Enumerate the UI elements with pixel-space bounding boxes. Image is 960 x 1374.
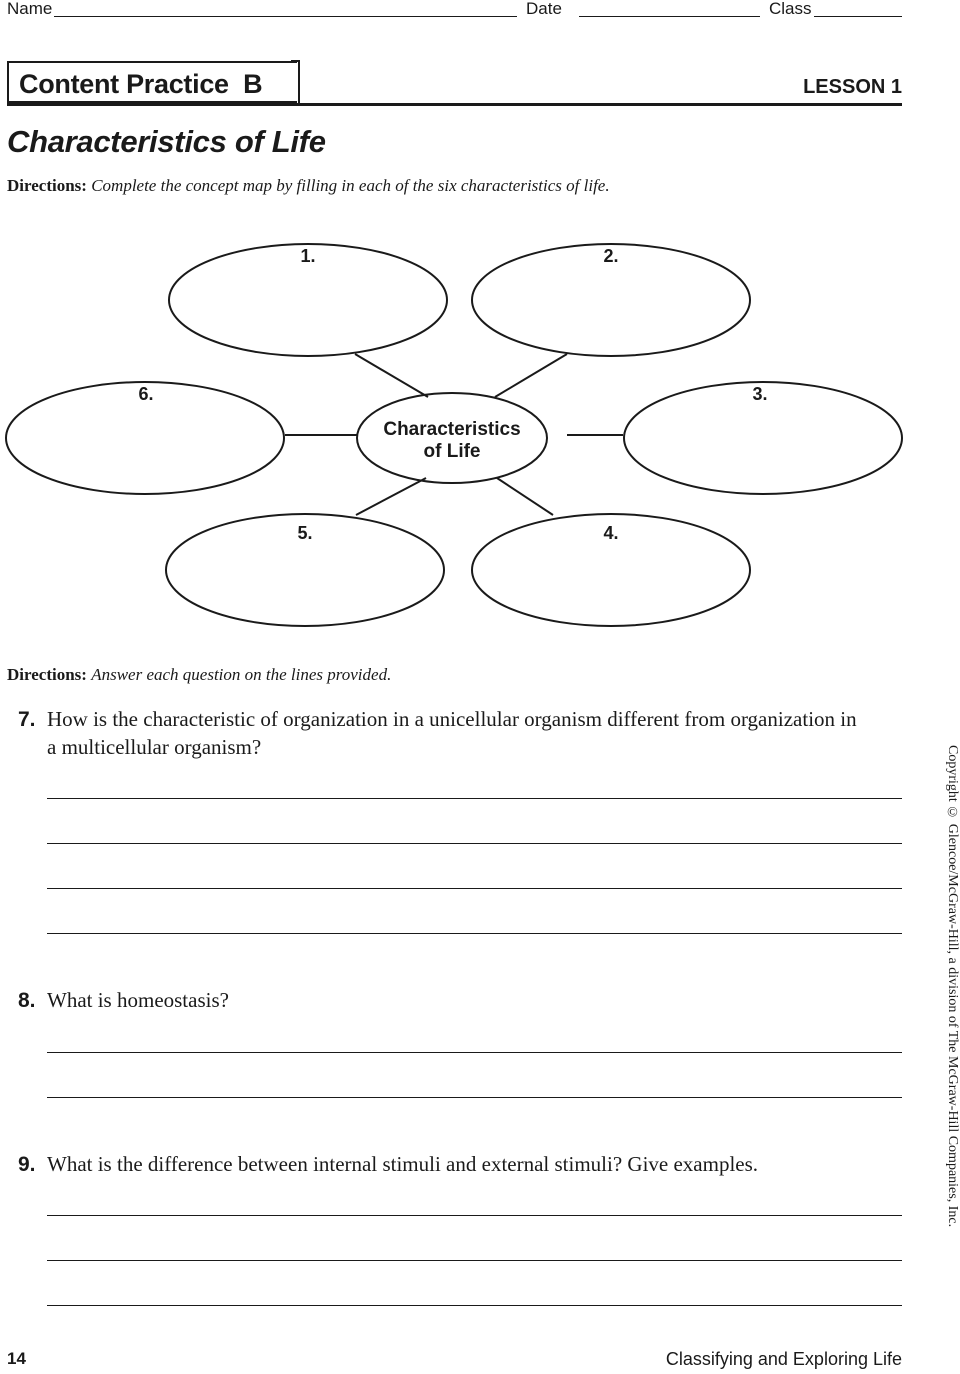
class-field[interactable]	[814, 16, 902, 17]
directions-text: Complete the concept map by filling in each of the six characteristics of life.	[91, 176, 610, 195]
banner-tab-edge	[290, 59, 304, 106]
banner-rule	[7, 103, 902, 106]
answer-line[interactable]	[47, 1097, 902, 1098]
oval-label-4: 4.	[603, 523, 619, 543]
name-label: Name	[7, 0, 53, 18]
question-text: How is the characteristic of organization in a unicellular organism different from organization in a multicellular organism?	[47, 707, 857, 759]
center-label-line2: of Life	[423, 441, 481, 462]
question-8	[18, 986, 888, 1015]
question-text: What is the difference between internal stimuli and external stimuli? Give examples.	[47, 1152, 759, 1176]
oval-label-5: 5.	[297, 523, 313, 543]
answer-line[interactable]	[47, 888, 902, 889]
answer-line[interactable]	[47, 933, 902, 934]
class-label: Class	[769, 0, 812, 18]
answer-line[interactable]	[47, 1305, 902, 1306]
connector-line-1	[355, 354, 428, 397]
question-number: 9.	[18, 1153, 36, 1176]
answer-line[interactable]	[47, 1052, 902, 1053]
oval-label-6: 6.	[138, 384, 154, 404]
directions-text: Answer each question on the lines provided.	[91, 665, 392, 684]
answer-line[interactable]	[47, 1215, 902, 1216]
question-9	[18, 1150, 888, 1179]
question-7	[18, 705, 888, 761]
connector-line-2	[495, 354, 567, 397]
oval-label-3: 3.	[752, 384, 768, 404]
connector-line-4	[497, 478, 553, 515]
answer-line[interactable]	[47, 843, 902, 844]
page-title: Characteristics of Life	[7, 124, 326, 159]
name-field[interactable]	[54, 16, 517, 17]
connector-line-5	[356, 478, 426, 515]
directions-label: Directions:	[7, 176, 87, 195]
copyright-notice: Copyright © Glencoe/McGraw-Hill, a division of The McGraw-Hill Companies, Inc.	[945, 745, 960, 1228]
directions-label: Directions:	[7, 665, 87, 684]
directions-questions	[7, 665, 391, 685]
answer-line[interactable]	[47, 1260, 902, 1261]
oval-label-2: 2.	[603, 246, 619, 266]
book-title: Classifying and Exploring Life	[665, 1349, 902, 1369]
lesson-label: LESSON 1	[803, 76, 902, 98]
page-number: 14	[7, 1349, 26, 1368]
oval-label-1: 1.	[300, 246, 316, 266]
question-number: 7.	[18, 708, 36, 731]
banner-title: Content Practice B	[19, 69, 263, 99]
question-text: What is homeostasis?	[47, 988, 229, 1012]
directions-concept-map	[7, 176, 610, 196]
question-number: 8.	[18, 989, 36, 1012]
date-field[interactable]	[579, 16, 760, 17]
date-label: Date	[526, 0, 562, 18]
concept-map	[0, 225, 960, 645]
answer-line[interactable]	[47, 798, 902, 799]
center-label-line1: Characteristics	[383, 419, 521, 440]
